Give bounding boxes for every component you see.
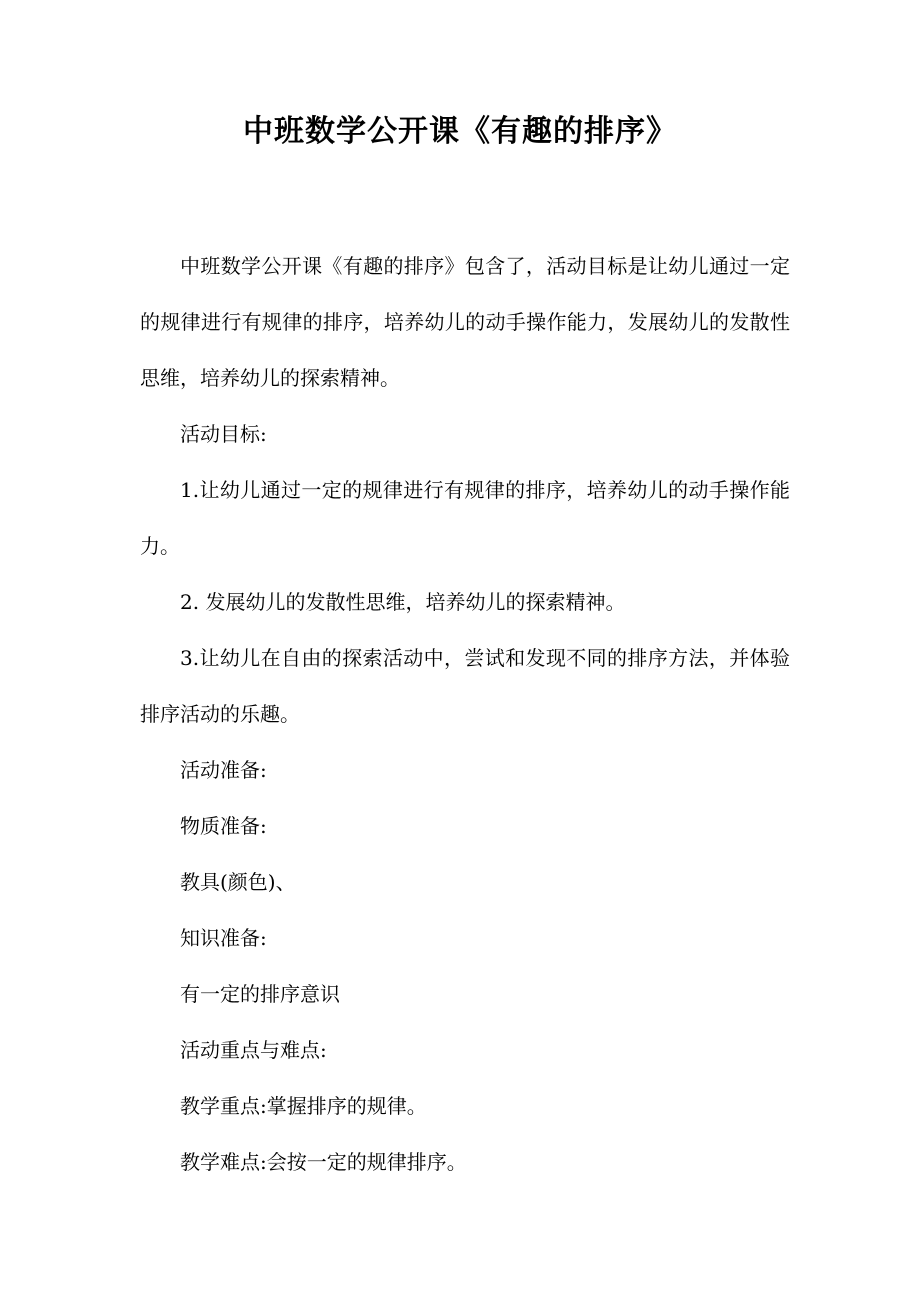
- subheading-material-preparation: 物质准备:: [180, 814, 267, 838]
- intro-paragraph: 中班数学公开课《有趣的排序》包含了，活动目标是让幼儿通过一定的规律进行有规律的排序，培养幼儿的动手操作能力，发展幼儿的发散性思维，培养幼儿的探索精神。: [140, 254, 790, 390]
- objective-item-3: 3.让幼儿在自由的探索活动中，尝试和发现不同的排序方法，并体验排序活动的乐趣。: [140, 646, 790, 726]
- document-title: 中班数学公开课《有趣的排序》: [243, 114, 677, 149]
- document-body: [140, 238, 790, 1190]
- section-heading-preparation: 活动准备:: [180, 758, 267, 782]
- section-heading-key-points: 活动重点与难点:: [180, 1038, 327, 1062]
- teaching-key-point: 教学重点:掌握排序的规律。: [180, 1094, 427, 1118]
- knowledge-line: 有一定的排序意识: [180, 982, 340, 1006]
- objective-item-1: 1.让幼儿通过一定的规律进行有规律的排序，培养幼儿的动手操作能力。: [140, 478, 790, 558]
- subheading-knowledge-preparation: 知识准备:: [180, 926, 267, 950]
- teaching-aids-line: 教具(颜色)、: [180, 870, 296, 894]
- objective-item-2: 2. 发展幼儿的发散性思维，培养幼儿的探索精神。: [180, 590, 626, 614]
- section-heading-objectives: 活动目标:: [180, 422, 267, 446]
- teaching-difficulty: 教学难点:会按一定的规律排序。: [180, 1150, 467, 1174]
